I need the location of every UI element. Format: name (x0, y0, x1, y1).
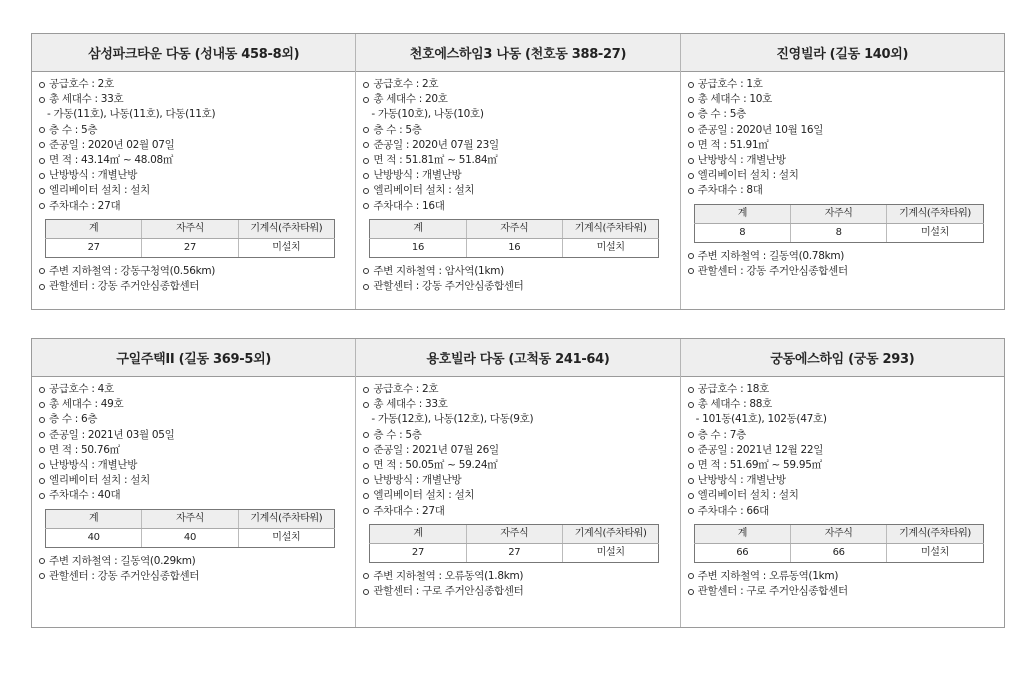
property-info-line (363, 397, 671, 412)
property-info-line (688, 138, 996, 153)
location-info-line (688, 584, 996, 599)
info-text: 주차대수 : 27대 (49, 199, 121, 212)
bullet-circle-icon (39, 127, 45, 133)
location-info-line (39, 569, 347, 584)
info-text: 준공일 : 2020년 07월 23일 (373, 138, 499, 151)
bullet-circle-icon (688, 268, 694, 274)
info-text: 난방방식 : 개별난방 (373, 169, 462, 182)
property-details (681, 72, 1004, 279)
info-text: 면 적 : 51.81㎡ ~ 51.84㎡ (373, 154, 498, 167)
parking-table-row (370, 238, 659, 257)
bullet-circle-icon (363, 284, 369, 290)
info-text: 총 세대수 : 20호 (373, 93, 448, 106)
bullet-circle-icon (688, 127, 694, 133)
info-text: 주변 지하철역 : 길동역(0.78km) (697, 249, 845, 262)
bullet-circle-icon (39, 478, 45, 484)
info-text: 면 적 : 50.05㎡ ~ 59.24㎡ (373, 459, 498, 472)
property-info-line (39, 77, 347, 92)
info-text: 관할센터 : 강동 주거안심종합센터 (697, 264, 848, 277)
bullet-circle-icon (39, 402, 45, 408)
property-info-line (39, 397, 347, 412)
property-info-line (363, 123, 671, 138)
property-info-line (39, 488, 347, 503)
housing-info-block-top (31, 33, 1005, 310)
info-text: 공급호수 : 1호 (697, 78, 763, 90)
info-text: 공급호수 : 2호 (49, 78, 114, 90)
property-panel (32, 339, 355, 627)
building-breakdown-text: - 가동(12호), 나동(12호), 다동(9호) (371, 413, 534, 426)
bullet-circle-icon (363, 478, 369, 484)
info-text: 주차대수 : 16대 (373, 199, 445, 212)
bullet-circle-icon (688, 97, 694, 103)
property-panel (32, 34, 355, 309)
info-text: 관할센터 : 강동 주거안심종합센터 (49, 280, 200, 293)
info-text: 층 수 : 5층 (373, 123, 422, 136)
property-info-line (39, 199, 347, 214)
info-text: 주차대수 : 40대 (49, 489, 121, 502)
parking-header-cell: 계 (370, 524, 466, 543)
parking-table-row (46, 238, 335, 257)
bullet-circle-icon (363, 508, 369, 514)
bullet-circle-icon (688, 573, 694, 579)
info-text: 주변 지하철역 : 길동역(0.29km) (49, 554, 196, 567)
info-text: 면 적 : 50.76㎡ (49, 443, 120, 456)
parking-header-cell: 자주식 (466, 219, 562, 238)
parking-table (694, 204, 984, 243)
info-text: 엘리베이터 설치 : 설치 (697, 489, 799, 502)
parking-table (369, 524, 659, 563)
property-title: 진영빌라 (길동 140외) (681, 34, 1004, 72)
bullet-circle-icon (363, 142, 369, 148)
parking-header-cell: 자주식 (142, 219, 238, 238)
property-info-line (363, 458, 671, 473)
bullet-circle-icon (688, 158, 694, 164)
property-info-line (688, 123, 996, 138)
parking-table-row (370, 543, 659, 562)
info-text: 주변 지하철역 : 오류동역(1.8km) (373, 569, 524, 582)
bullet-circle-icon (363, 82, 369, 88)
building-breakdown-text: - 가동(10호), 나동(10호) (371, 108, 484, 121)
property-details (356, 377, 679, 599)
bullet-circle-icon (363, 97, 369, 103)
parking-header-cell: 기계식(주차타워) (238, 219, 334, 238)
property-info-line (363, 428, 671, 443)
parking-value-cell: 8 (694, 223, 790, 242)
property-info-line (363, 168, 671, 183)
property-info-line (363, 382, 671, 397)
bullet-circle-icon (363, 402, 369, 408)
parking-table-row (694, 543, 983, 562)
building-breakdown-text: - 가동(11호), 나동(11호), 다동(11호) (47, 108, 216, 121)
property-title: 삼성파크타운 다동 (성내동 458-8외) (32, 34, 355, 72)
property-info-line (688, 443, 996, 458)
bullet-circle-icon (363, 387, 369, 393)
info-text: 주차대수 : 8대 (697, 184, 763, 197)
info-text: 층 수 : 5층 (373, 428, 422, 441)
property-info-line (363, 473, 671, 488)
housing-info-block-bottom (31, 338, 1005, 628)
property-info-line (39, 153, 347, 168)
parking-value-cell: 27 (46, 238, 142, 257)
info-text: 난방방식 : 개별난방 (697, 474, 786, 487)
info-text: 층 수 : 7층 (697, 428, 746, 441)
parking-header-cell: 기계식(주차타워) (887, 524, 983, 543)
property-info-line (363, 504, 671, 519)
parking-value-cell: 40 (142, 528, 238, 547)
bullet-circle-icon (688, 432, 694, 438)
parking-value-cell: 27 (370, 543, 466, 562)
bullet-circle-icon (688, 253, 694, 259)
parking-header-cell: 계 (370, 219, 466, 238)
bullet-circle-icon (363, 589, 369, 595)
parking-header-cell: 기계식(주차타워) (238, 509, 334, 528)
parking-header-cell: 자주식 (790, 524, 886, 543)
parking-header-cell: 기계식(주차타워) (562, 524, 658, 543)
bullet-circle-icon (39, 417, 45, 423)
parking-table (45, 219, 335, 258)
bullet-circle-icon (688, 508, 694, 514)
parking-header-cell: 계 (694, 524, 790, 543)
location-info-line (363, 279, 671, 294)
info-text: 준공일 : 2021년 12월 22일 (697, 443, 824, 456)
bullet-circle-icon (39, 268, 45, 274)
property-info-line (688, 153, 996, 168)
property-info-line (688, 428, 996, 443)
info-text: 공급호수 : 4호 (49, 383, 114, 395)
property-info-line (688, 168, 996, 183)
info-text: 난방방식 : 개별난방 (49, 459, 138, 472)
bullet-circle-icon (39, 82, 45, 88)
info-text: 엘리베이터 설치 : 설치 (49, 184, 150, 197)
info-text: 주변 지하철역 : 오류동역(1km) (697, 569, 839, 582)
bullet-circle-icon (363, 188, 369, 194)
property-info-line (39, 123, 347, 138)
parking-header-cell: 기계식(주차타워) (887, 204, 983, 223)
bullet-circle-icon (363, 158, 369, 164)
bullet-circle-icon (363, 268, 369, 274)
parking-value-cell: 40 (46, 528, 142, 547)
info-text: 공급호수 : 18호 (697, 383, 769, 395)
parking-table-header-row (694, 204, 983, 223)
parking-value-cell: 66 (694, 543, 790, 562)
parking-value-cell: 27 (142, 238, 238, 257)
bullet-circle-icon (363, 493, 369, 499)
parking-header-cell: 계 (46, 219, 142, 238)
property-info-line (39, 138, 347, 153)
property-info-line (39, 183, 347, 198)
parking-table (694, 524, 984, 563)
parking-header-cell: 계 (694, 204, 790, 223)
location-info-line (363, 584, 671, 599)
parking-table-header-row (46, 219, 335, 238)
info-text: 면 적 : 51.69㎡ ~ 59.95㎡ (697, 459, 822, 472)
bullet-circle-icon (39, 158, 45, 164)
bullet-circle-icon (363, 447, 369, 453)
location-info-line (688, 264, 996, 279)
bullet-circle-icon (688, 493, 694, 499)
info-text: 난방방식 : 개별난방 (373, 474, 462, 487)
parking-table-header-row (370, 524, 659, 543)
bullet-circle-icon (363, 463, 369, 469)
info-text: 면 적 : 43.14㎡ ~ 48.08㎡ (49, 154, 174, 167)
property-info-line (688, 488, 996, 503)
info-text: 관할센터 : 구로 주거안심종합센터 (373, 585, 524, 598)
location-info-line (39, 554, 347, 569)
info-text: 총 세대수 : 88호 (697, 398, 772, 411)
info-text: 주차대수 : 66대 (697, 504, 769, 517)
parking-value-cell: 미설치 (887, 223, 983, 242)
property-info-line (39, 107, 347, 122)
property-info-line (39, 168, 347, 183)
property-info-line (363, 77, 671, 92)
parking-header-cell: 자주식 (142, 509, 238, 528)
bullet-circle-icon (688, 112, 694, 118)
info-text: 준공일 : 2020년 02월 07일 (49, 138, 175, 151)
property-title: 궁동에스하임 (궁동 293) (681, 339, 1004, 377)
parking-header-cell: 계 (46, 509, 142, 528)
bullet-circle-icon (363, 573, 369, 579)
property-info-line (39, 382, 347, 397)
parking-header-cell: 자주식 (466, 524, 562, 543)
info-text: 준공일 : 2020년 10월 16일 (697, 123, 824, 136)
parking-table-row (46, 528, 335, 547)
parking-table (369, 219, 659, 258)
bullet-circle-icon (39, 463, 45, 469)
info-text: 엘리베이터 설치 : 설치 (49, 474, 150, 487)
property-title: 용호빌라 다동 (고척동 241-64) (356, 339, 679, 377)
parking-header-cell: 기계식(주차타워) (562, 219, 658, 238)
parking-header-cell: 자주식 (790, 204, 886, 223)
parking-table-header-row (46, 509, 335, 528)
parking-value-cell: 미설치 (238, 528, 334, 547)
parking-table-header-row (370, 219, 659, 238)
parking-value-cell: 8 (790, 223, 886, 242)
location-info-line (363, 569, 671, 584)
info-text: 난방방식 : 개별난방 (697, 154, 786, 167)
property-details (356, 72, 679, 294)
bullet-circle-icon (39, 447, 45, 453)
parking-value-cell: 16 (466, 238, 562, 257)
property-info-line (363, 153, 671, 168)
info-text: 면 적 : 51.91㎡ (697, 138, 769, 151)
property-info-line (688, 412, 996, 427)
property-details (32, 377, 355, 584)
property-title: 구일주택II (길동 369-5외) (32, 339, 355, 377)
property-info-line (39, 412, 347, 427)
bullet-circle-icon (39, 387, 45, 393)
info-text: 관할센터 : 구로 주거안심종합센터 (697, 585, 848, 598)
bullet-circle-icon (39, 558, 45, 564)
property-info-line (363, 412, 671, 427)
location-info-line (688, 569, 996, 584)
property-panel (680, 34, 1004, 309)
property-panel (355, 34, 679, 309)
property-panel (680, 339, 1004, 627)
location-info-line (39, 279, 347, 294)
bullet-circle-icon (688, 142, 694, 148)
bullet-circle-icon (39, 284, 45, 290)
info-text: 준공일 : 2021년 07월 26일 (373, 443, 499, 456)
info-text: 총 세대수 : 33호 (373, 398, 448, 411)
property-info-line (688, 397, 996, 412)
bullet-circle-icon (39, 493, 45, 499)
parking-table (45, 509, 335, 548)
info-text: 주변 지하철역 : 강동구청역(0.56km) (49, 264, 216, 277)
property-info-line (363, 183, 671, 198)
location-info-line (39, 264, 347, 279)
parking-value-cell: 미설치 (887, 543, 983, 562)
bullet-circle-icon (688, 402, 694, 408)
bullet-circle-icon (688, 188, 694, 194)
bullet-circle-icon (688, 387, 694, 393)
bullet-circle-icon (688, 463, 694, 469)
property-details (32, 72, 355, 294)
property-info-line (363, 92, 671, 107)
info-text: 주차대수 : 27대 (373, 504, 445, 517)
info-text: 엘리베이터 설치 : 설치 (373, 489, 475, 502)
info-text: 관할센터 : 강동 주거안심종합센터 (49, 569, 200, 582)
bullet-circle-icon (39, 142, 45, 148)
property-details (681, 377, 1004, 599)
property-info-line (39, 458, 347, 473)
bullet-circle-icon (39, 573, 45, 579)
parking-value-cell: 16 (370, 238, 466, 257)
location-info-line (688, 249, 996, 264)
info-text: 난방방식 : 개별난방 (49, 169, 138, 182)
parking-table-header-row (694, 524, 983, 543)
property-info-line (688, 183, 996, 198)
property-info-line (363, 488, 671, 503)
info-text: 엘리베이터 설치 : 설치 (373, 184, 475, 197)
info-text: 층 수 : 6층 (49, 413, 98, 426)
property-info-line (688, 504, 996, 519)
bullet-circle-icon (688, 447, 694, 453)
property-info-line (688, 473, 996, 488)
info-text: 엘리베이터 설치 : 설치 (697, 169, 799, 182)
bullet-circle-icon (39, 432, 45, 438)
bullet-circle-icon (363, 173, 369, 179)
property-info-line (688, 382, 996, 397)
bullet-circle-icon (688, 589, 694, 595)
parking-value-cell: 66 (790, 543, 886, 562)
property-panel (355, 339, 679, 627)
property-info-line (688, 92, 996, 107)
bullet-circle-icon (39, 203, 45, 209)
property-info-line (39, 443, 347, 458)
property-info-line (688, 77, 996, 92)
info-text: 총 세대수 : 49호 (49, 398, 124, 411)
bullet-circle-icon (39, 97, 45, 103)
info-text: 주변 지하철역 : 암사역(1km) (373, 264, 504, 277)
property-info-line (39, 428, 347, 443)
property-info-line (363, 443, 671, 458)
bullet-circle-icon (688, 478, 694, 484)
info-text: 관할센터 : 강동 주거안심종합센터 (373, 280, 524, 293)
property-info-line (39, 473, 347, 488)
bullet-circle-icon (39, 188, 45, 194)
bullet-circle-icon (688, 173, 694, 179)
bullet-circle-icon (39, 173, 45, 179)
info-text: 총 세대수 : 10호 (697, 93, 772, 106)
property-info-line (39, 92, 347, 107)
info-text: 준공일 : 2021년 03월 05일 (49, 428, 175, 441)
building-breakdown-text: - 101동(41호), 102동(47호) (695, 413, 827, 426)
bullet-circle-icon (363, 203, 369, 209)
bullet-circle-icon (363, 127, 369, 133)
info-text: 공급호수 : 2호 (373, 78, 439, 90)
property-info-line (363, 199, 671, 214)
parking-value-cell: 27 (466, 543, 562, 562)
info-text: 공급호수 : 2호 (373, 383, 439, 395)
parking-table-row (694, 223, 983, 242)
info-text: 층 수 : 5층 (49, 123, 98, 136)
property-info-line (363, 138, 671, 153)
bullet-circle-icon (363, 432, 369, 438)
info-text: 총 세대수 : 33호 (49, 93, 124, 106)
parking-value-cell: 미설치 (562, 238, 658, 257)
bullet-circle-icon (688, 82, 694, 88)
info-text: 층 수 : 5층 (697, 108, 746, 121)
property-info-line (688, 458, 996, 473)
property-info-line (688, 107, 996, 122)
property-title: 천호에스하임3 나동 (천호동 388-27) (356, 34, 679, 72)
parking-value-cell: 미설치 (238, 238, 334, 257)
property-info-line (363, 107, 671, 122)
location-info-line (363, 264, 671, 279)
parking-value-cell: 미설치 (562, 543, 658, 562)
